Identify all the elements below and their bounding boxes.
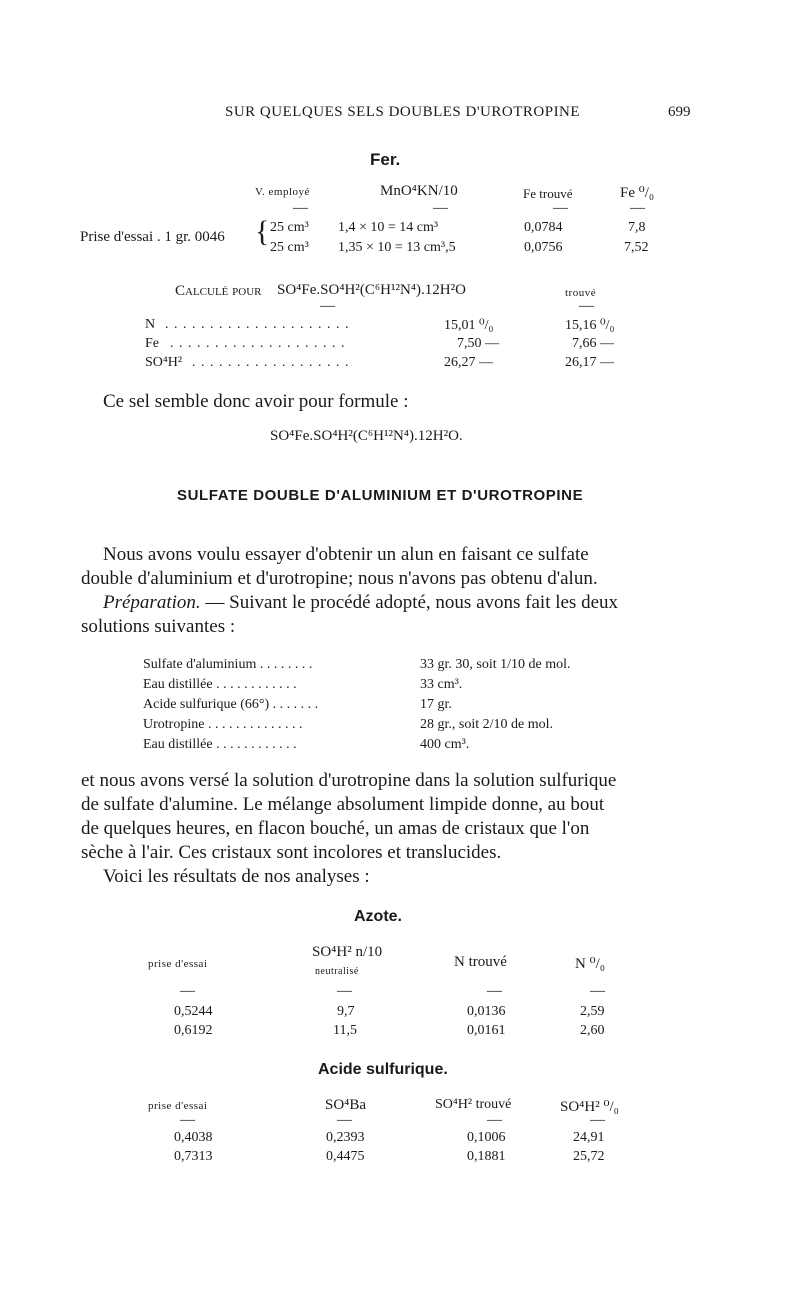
acide-col-prise: prise d'essai <box>148 1100 208 1112</box>
para2-line2: solutions suivantes : <box>81 616 236 637</box>
para3-line2: de sulfate d'alumine. Le mélange absolument limpide donne, au bout <box>81 794 605 815</box>
dash: — <box>337 1112 352 1128</box>
dot-leader: . . . . . . . . . . . . . . . . . . <box>192 355 350 370</box>
comp-n-calc: 15,01 ⁰/₀ <box>444 318 494 333</box>
fer-row2-fe: 0,0756 <box>524 240 563 255</box>
azote-col-neutralise: neutralisé <box>315 966 359 977</box>
solution-qty: 28 gr., soit 2/10 de mol. <box>420 717 553 732</box>
acide-r1-prise: 0,4038 <box>174 1130 213 1145</box>
comp-so4h2-label: SO⁴H² <box>145 355 183 370</box>
azote-r1-pct: 2,59 <box>580 1004 605 1019</box>
dash: — <box>487 1112 502 1128</box>
para3-line5: Voici les résultats de nos analyses : <box>103 866 370 887</box>
acide-col-pct: SO⁴H² ⁰/₀ <box>560 1099 619 1115</box>
azote-r1-prise: 0,5244 <box>174 1004 213 1019</box>
section-title: SULFATE DOUBLE D'ALUMINIUM ET D'UROTROPINE <box>177 487 584 504</box>
fer-row2-pct: 7,52 <box>624 240 649 255</box>
preparation-italic: Préparation. <box>103 592 201 613</box>
acide-r2-prise: 0,7313 <box>174 1149 213 1164</box>
comp-fe-label: Fe <box>145 336 159 351</box>
comp-so4h2-found: 26,17 — <box>565 355 614 370</box>
comp-fe-found: 7,66 — <box>572 336 614 351</box>
azote-r1-n: 0,0136 <box>467 1004 506 1019</box>
fer-heading: Fer. <box>370 150 401 169</box>
para3-line1: et nous avons versé la solution d'urotropine dans la solution sulfurique <box>81 770 617 791</box>
acide-r1-pct: 24,91 <box>573 1130 605 1145</box>
acide-r2-so4ba: 0,4475 <box>326 1149 365 1164</box>
solution-qty: 17 gr. <box>420 697 452 712</box>
para1-line1: Nous avons voulu essayer d'obtenir un alun en faisant ce sulfate <box>103 544 589 565</box>
dash: — <box>590 983 605 999</box>
para3-line4: sèche à l'air. Ces cristaux sont incolores et translucides. <box>81 842 502 863</box>
azote-r2-prise: 0,6192 <box>174 1023 213 1038</box>
dash: — <box>293 200 308 216</box>
comp-n-label: N <box>145 317 156 332</box>
col-v-employe: V. employé <box>255 186 310 198</box>
dot-leader: . . . . . . . . . . . . . . . . . . . . . <box>165 317 350 332</box>
solution-item: Eau distillée . . . . . . . . . . . . <box>143 677 297 692</box>
dash: — <box>180 1112 195 1128</box>
prise-essai-label: Prise d'essai . 1 gr. 0046 <box>80 229 225 245</box>
azote-r2-n: 0,0161 <box>467 1023 506 1038</box>
para2-rest: — Suivant le procédé adopté, nous avons fait les deux <box>200 592 619 613</box>
azote-col-n-pct: N ⁰/₀ <box>575 956 605 972</box>
dash: — <box>487 983 502 999</box>
solution-qty: 400 cm³. <box>420 737 470 752</box>
fer-row1-pct: 7,8 <box>628 220 646 235</box>
running-title: SUR QUELQUES SELS DOUBLES D'UROTROPINE <box>225 104 581 120</box>
trouve-label: trouvé <box>565 287 597 299</box>
acide-heading: Acide sulfurique. <box>318 1061 448 1078</box>
comp-so4h2-calc: 26,27 — <box>444 355 493 370</box>
solutions-quantities <box>420 655 571 755</box>
dot-leader: . . . . . . . . . . . . . . . . . . . . <box>170 336 346 351</box>
para3-line3: de quelques heures, en flacon bouché, un amas de cristaux que l'on <box>81 818 590 839</box>
azote-heading: Azote. <box>354 908 402 925</box>
solution-qty: 33 gr. 30, soit 1/10 de mol. <box>420 657 571 672</box>
azote-r1-so4h2: 9,7 <box>337 1004 355 1019</box>
col-fe-pct: Fe ⁰/₀ <box>620 185 655 201</box>
acide-r1-so4ba: 0,2393 <box>326 1130 365 1145</box>
conclusion-text: Ce sel semble donc avoir pour formule : <box>103 391 409 412</box>
fer-row2-v: 25 cm³ <box>270 240 309 255</box>
dash: — <box>433 200 448 216</box>
calc-label: Calculé pour <box>175 283 262 299</box>
dash: — <box>320 298 335 314</box>
para2-line1 <box>103 592 618 614</box>
azote-r2-so4h2: 11,5 <box>333 1023 357 1038</box>
fer-row1-mn: 1,4 × 10 = 14 cm³ <box>338 220 439 235</box>
azote-col-so4h2: SO⁴H² n/10 <box>312 944 383 960</box>
fer-row1-v: 25 cm³ <box>270 220 309 235</box>
azote-r2-pct: 2,60 <box>580 1023 605 1038</box>
acide-r2-pct: 25,72 <box>573 1149 605 1164</box>
conclusion-formula: SO⁴Fe.SO⁴H²(C⁶H¹²N⁴).12H²O. <box>270 428 463 444</box>
fer-row2-mn: 1,35 × 10 = 13 cm³,5 <box>338 240 456 255</box>
solution-item: Urotropine . . . . . . . . . . . . . . <box>143 717 303 732</box>
acide-r2-so4h2: 0,1881 <box>467 1149 506 1164</box>
dash: — <box>337 983 352 999</box>
comp-n-found: 15,16 ⁰/₀ <box>565 318 615 333</box>
azote-col-prise: prise d'essai <box>148 958 208 970</box>
dash: — <box>553 200 568 216</box>
solutions-list <box>143 655 318 755</box>
solution-item: Eau distillée . . . . . . . . . . . . <box>143 737 297 752</box>
acide-col-so4ba: SO⁴Ba <box>325 1097 367 1113</box>
comp-fe-calc: 7,50 — <box>457 336 499 351</box>
solution-item: Sulfate d'aluminium . . . . . . . . <box>143 657 313 672</box>
dash: — <box>630 200 645 216</box>
solution-item: Acide sulfurique (66°) . . . . . . . <box>143 697 319 712</box>
brace: { <box>255 215 270 248</box>
para1-line2: double d'aluminium et d'urotropine; nous n'avons pas obtenu d'alun. <box>81 568 598 589</box>
page-number: 699 <box>668 104 691 120</box>
calc-formula: SO⁴Fe.SO⁴H²(C⁶H¹²N⁴).12H²O <box>277 282 466 298</box>
col-fe-trouve: Fe trouvé <box>523 186 573 201</box>
col-mno4kn: MnO⁴KN/10 <box>380 183 458 199</box>
dash: — <box>579 298 594 314</box>
acide-r1-so4h2: 0,1006 <box>467 1130 506 1145</box>
acide-col-so4h2-trouve: SO⁴H² trouvé <box>435 1097 512 1112</box>
azote-col-n-trouve: N trouvé <box>454 954 507 970</box>
fer-row1-fe: 0,0784 <box>524 220 563 235</box>
dash: — <box>180 983 195 999</box>
dash: — <box>590 1112 605 1128</box>
solution-qty: 33 cm³. <box>420 677 463 692</box>
